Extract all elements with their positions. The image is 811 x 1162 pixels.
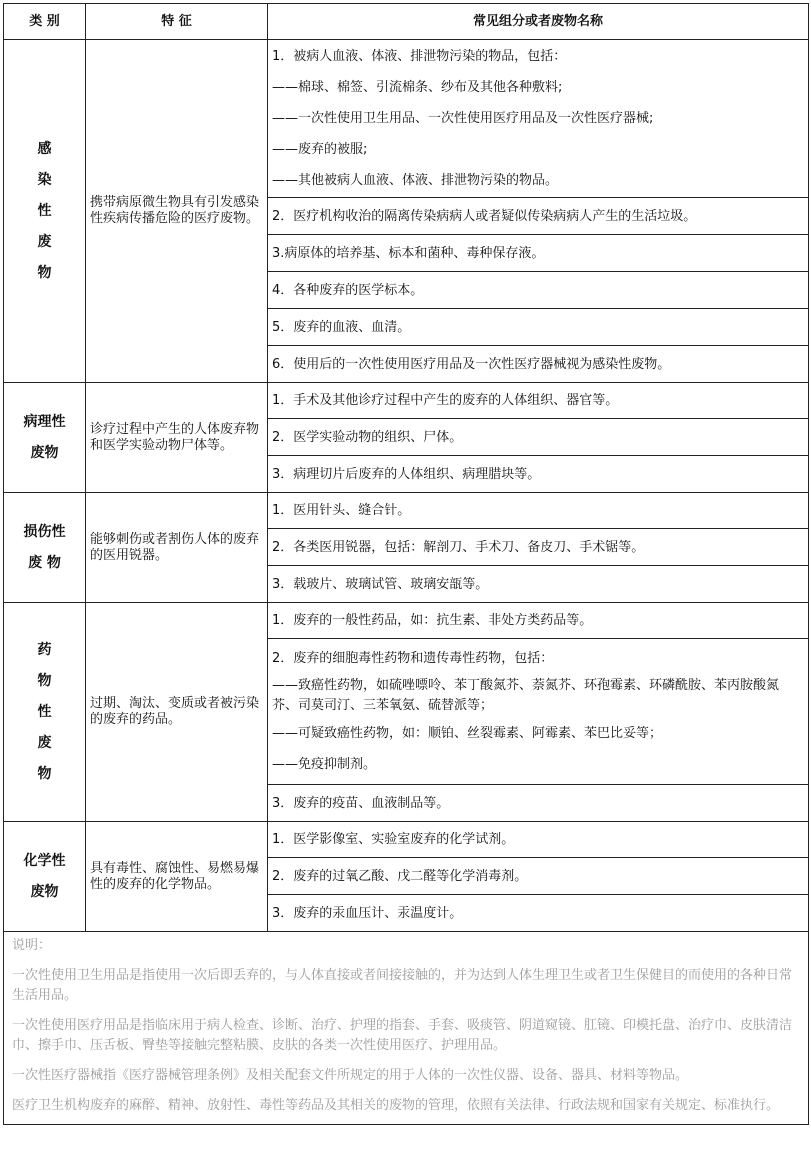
item-cell <box>268 822 809 858</box>
feature-sharps: 能够刺伤或者割伤人体的废弃的医用锐器。 <box>86 493 268 603</box>
item-cell <box>268 493 809 529</box>
item-text: 2．废弃的细胞毒性药物和遗传毒性药物，包括： <box>272 651 554 666</box>
category-pharmaceutical <box>4 603 86 822</box>
category-line: 损伤性 <box>23 523 66 540</box>
item-cell <box>268 272 809 309</box>
item-text: 6．使用后的一次性使用医疗用品及一次性医疗器械视为感染性废物。 <box>272 356 671 372</box>
item-text: 3．废弃的疫苗、血液制品等。 <box>272 795 450 811</box>
notes-row <box>4 932 809 1125</box>
category-line: 废物 <box>30 883 59 900</box>
item-text: ——其他被病人血液、体液、排泄物污染的物品。 <box>272 173 559 188</box>
item-cell <box>268 40 809 198</box>
table-row <box>4 603 809 639</box>
item-cell <box>268 529 809 566</box>
table-row <box>4 822 809 858</box>
item-cell <box>268 346 809 383</box>
category-char: 物 <box>37 765 52 782</box>
category-infectious <box>4 40 86 383</box>
category-line: 化学性 <box>23 852 66 869</box>
note-paragraph: 一次性使用卫生用品是指使用一次后即丢弃的，与人体直接或者间接接触的，并为达到人体生理卫生或者卫生保健目的而使用的各种日常生活用品。 <box>12 968 793 1003</box>
item-text: 3．载玻片、玻璃试管、玻璃安瓿等。 <box>272 576 489 592</box>
category-char: 性 <box>37 703 52 720</box>
item-text: ——废弃的被服; <box>272 142 368 157</box>
table-row <box>4 383 809 419</box>
item-text: 1．被病人血液、体液、排泄物污染的物品，包括： <box>272 49 567 64</box>
category-char: 物 <box>37 264 52 281</box>
item-text: 1．废弃的一般性药品，如：抗生素、非处方类药品等。 <box>272 613 593 628</box>
item-text: 1．医学影像室、实验室废弃的化学试剂。 <box>272 832 515 847</box>
feature-infectious: 携带病原微生物具有引发感染性疾病传播危险的医疗废物。 <box>86 40 268 383</box>
medical-waste-table <box>3 3 809 1125</box>
header-items: 常见组分或者废物名称 <box>268 4 809 40</box>
category-line: 废物 <box>30 444 59 461</box>
header-row <box>4 4 809 40</box>
item-text: 3.病原体的培养基、标本和菌种、毒种保存液。 <box>272 245 545 261</box>
item-text: 3．废弃的汞血压计、汞温度计。 <box>272 905 463 921</box>
category-char: 物 <box>37 672 52 689</box>
item-text: ——可疑致癌性药物，如：顺铂、丝裂霉素、阿霉素、苯巴比妥等； <box>272 726 663 741</box>
item-cell <box>268 456 809 493</box>
item-text: 2．废弃的过氧乙酸、戊二醛等化学消毒剂。 <box>272 868 528 884</box>
category-char: 感 <box>37 140 52 157</box>
item-cell <box>268 235 809 272</box>
category-char: 废 <box>37 233 52 250</box>
item-text: ——致癌性药物，如硫唑嘌呤、苯丁酸氮芥、萘氮芥、环孢霉素、环磷酰胺、苯丙胺酸氮芥、司莫司汀、三苯氧氨、硫替派等； <box>272 678 780 713</box>
item-text: 2．各类医用锐器，包括：解剖刀、手术刀、备皮刀、手术锯等。 <box>272 539 645 555</box>
item-text: 2．医学实验动物的组织、尸体。 <box>272 429 463 445</box>
item-cell <box>268 566 809 603</box>
category-char: 染 <box>37 171 52 188</box>
category-char: 药 <box>37 641 52 658</box>
item-text: 2．医疗机构收治的隔离传染病病人或者疑似传染病病人产生的生活垃圾。 <box>272 208 697 224</box>
category-chemical <box>4 822 86 932</box>
category-char: 废 <box>37 734 52 751</box>
item-text: 4．各种废弃的医学标本。 <box>272 282 424 298</box>
header-feature: 特 征 <box>86 4 268 40</box>
item-text: 1．手术及其他诊疗过程中产生的废弃的人体组织、器官等。 <box>272 393 619 408</box>
item-text: 1．医用针头、缝合针。 <box>272 503 411 518</box>
item-cell <box>268 639 809 785</box>
notes-title: 说明： <box>12 938 52 953</box>
item-cell <box>268 309 809 346</box>
item-cell <box>268 603 809 639</box>
category-sharps <box>4 493 86 603</box>
item-text: 5．废弃的血液、血清。 <box>272 319 411 335</box>
item-cell <box>268 419 809 456</box>
note-paragraph: 医疗卫生机构废弃的麻醉、精神、放射性、毒性等药品及其相关的废物的管理，依照有关法律、行政法规和国家有关规定、标准执行。 <box>12 1098 780 1113</box>
table-row <box>4 40 809 198</box>
note-paragraph: 一次性医疗器械指《医疗器械管理条例》及相关配套文件所规定的用于人体的一次性仪器、设备、器具、材料等物品。 <box>12 1068 689 1083</box>
table-row <box>4 493 809 529</box>
category-char: 性 <box>37 202 52 219</box>
item-text: ——免疫抑制剂。 <box>272 757 377 772</box>
item-cell <box>268 198 809 235</box>
item-text: ——一次性使用卫生用品、一次性使用医疗用品及一次性医疗器械; <box>272 111 654 126</box>
header-category: 类 别 <box>4 4 86 40</box>
feature-pharmaceutical: 过期、淘汰、变质或者被污染的废弃的药品。 <box>86 603 268 822</box>
feature-pathological: 诊疗过程中产生的人体废弃物和医学实验动物尸体等。 <box>86 383 268 493</box>
item-cell <box>268 383 809 419</box>
category-line: 废 物 <box>28 554 61 571</box>
notes-cell <box>4 932 809 1125</box>
item-cell <box>268 785 809 822</box>
item-cell <box>268 895 809 932</box>
feature-chemical: 具有毒性、腐蚀性、易燃易爆性的废弃的化学物品。 <box>86 822 268 932</box>
category-line: 病理性 <box>23 413 66 430</box>
item-text: 3．病理切片后废弃的人体组织、病理腊块等。 <box>272 466 541 482</box>
note-paragraph: 一次性使用医疗用品是指临床用于病人检查、诊断、治疗、护理的指套、手套、吸痰管、阴道窥镜、肛镜、印模托盘、治疗巾、皮肤清洁巾、擦手巾、压舌板、臀垫等接触完整粘膜、皮肤的各类一次性使用医疗、护理用品。 <box>12 1018 793 1053</box>
category-pathological <box>4 383 86 493</box>
item-text: ——棉球、棉签、引流棉条、纱布及其他各种敷料; <box>272 80 563 95</box>
item-cell <box>268 858 809 895</box>
